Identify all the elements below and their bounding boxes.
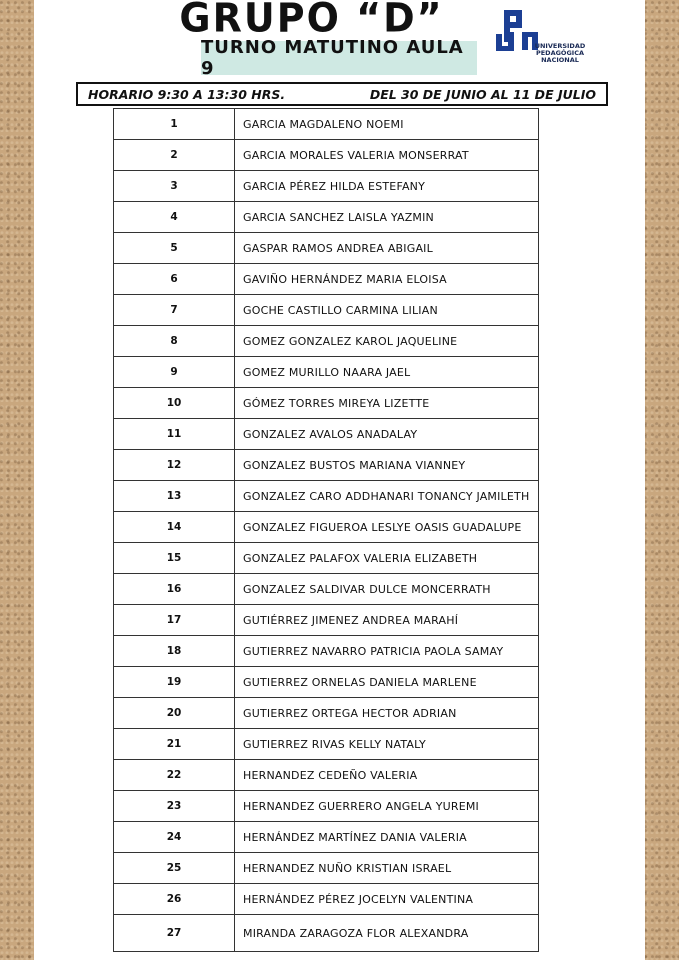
student-name: GONZALEZ SALDIVAR DULCE MONCERRATH	[235, 574, 539, 605]
student-name: GONZALEZ PALAFOX VALERIA ELIZABETH	[235, 543, 539, 574]
table-row	[114, 543, 539, 574]
logo-wordmark	[510, 43, 610, 64]
row-number: 15	[114, 543, 235, 574]
subtitle-banner	[201, 37, 477, 79]
row-number: 14	[114, 512, 235, 543]
row-number: 25	[114, 853, 235, 884]
row-number: 12	[114, 450, 235, 481]
row-number: 8	[114, 326, 235, 357]
row-number: 18	[114, 636, 235, 667]
row-number: 3	[114, 171, 235, 202]
row-number: 5	[114, 233, 235, 264]
row-number: 1	[114, 109, 235, 140]
student-name: GUTIERREZ ORTEGA HECTOR ADRIAN	[235, 698, 539, 729]
student-name: HERNÁNDEZ MARTÍNEZ DANIA VALERIA	[235, 822, 539, 853]
student-name: GARCIA PÉREZ HILDA ESTEFANY	[235, 171, 539, 202]
student-name: HERNANDEZ GUERRERO ANGELA YUREMI	[235, 791, 539, 822]
student-name: GUTIÉRREZ JIMENEZ ANDREA MARAHÍ	[235, 605, 539, 636]
row-number: 20	[114, 698, 235, 729]
table-row	[114, 667, 539, 698]
table-row	[114, 636, 539, 667]
student-name: GUTIERREZ ORNELAS DANIELA MARLENE	[235, 667, 539, 698]
row-number: 21	[114, 729, 235, 760]
table-row	[114, 264, 539, 295]
schedule-hours: HORARIO 9:30 A 13:30 HRS.	[88, 86, 286, 102]
table-row	[114, 512, 539, 543]
row-number: 7	[114, 295, 235, 326]
table-row	[114, 698, 539, 729]
row-number: 6	[114, 264, 235, 295]
row-number: 26	[114, 884, 235, 915]
table-row	[114, 419, 539, 450]
table-row	[114, 915, 539, 952]
table-row	[114, 729, 539, 760]
student-name: GARCIA MAGDALENO NOEMI	[235, 109, 539, 140]
row-number: 4	[114, 202, 235, 233]
table-row	[114, 450, 539, 481]
page-title: GRUPO “D”	[179, 0, 444, 42]
student-name: MIRANDA ZARAGOZA FLOR ALEXANDRA	[235, 915, 539, 952]
table-row	[114, 202, 539, 233]
student-name: GONZALEZ BUSTOS MARIANA VIANNEY	[235, 450, 539, 481]
student-name: GARCIA SANCHEZ LAISLA YAZMIN	[235, 202, 539, 233]
student-name: GUTIERREZ RIVAS KELLY NATALY	[235, 729, 539, 760]
table-row	[114, 388, 539, 419]
table-row	[114, 760, 539, 791]
student-name: GAVIÑO HERNÁNDEZ MARIA ELOISA	[235, 264, 539, 295]
table-row	[114, 791, 539, 822]
row-number: 19	[114, 667, 235, 698]
table-row	[114, 853, 539, 884]
table-row	[114, 171, 539, 202]
table-row	[114, 481, 539, 512]
row-number: 24	[114, 822, 235, 853]
table-row	[114, 295, 539, 326]
schedule-bar	[76, 82, 608, 106]
student-name: GÓMEZ TORRES MIREYA LIZETTE	[235, 388, 539, 419]
student-name: GASPAR RAMOS ANDREA ABIGAIL	[235, 233, 539, 264]
table-row	[114, 574, 539, 605]
student-name: HERNANDEZ CEDEÑO VALERIA	[235, 760, 539, 791]
student-name: GOMEZ MURILLO NAARA JAEL	[235, 357, 539, 388]
student-roster-table	[113, 108, 539, 952]
logo-line-3: NACIONAL	[541, 56, 579, 64]
table-row	[114, 326, 539, 357]
table-row	[114, 233, 539, 264]
student-name: GOMEZ GONZALEZ KAROL JAQUELINE	[235, 326, 539, 357]
logo-line-2: PEDAGÓGICA	[535, 49, 585, 57]
student-name: GONZALEZ AVALOS ANADALAY	[235, 419, 539, 450]
student-name: GOCHE CASTILLO CARMINA LILIAN	[235, 295, 539, 326]
student-name: GONZALEZ FIGUEROA LESLYE OASIS GUADALUPE	[235, 512, 539, 543]
row-number: 16	[114, 574, 235, 605]
row-number: 13	[114, 481, 235, 512]
row-number: 22	[114, 760, 235, 791]
logo-line-1: UNIVERSIDAD	[534, 42, 586, 50]
row-number: 17	[114, 605, 235, 636]
table-row	[114, 357, 539, 388]
student-name: GONZALEZ CARO ADDHANARI TONANCY JAMILETH	[235, 481, 539, 512]
row-number: 23	[114, 791, 235, 822]
student-name: GARCIA MORALES VALERIA MONSERRAT	[235, 140, 539, 171]
table-row	[114, 140, 539, 171]
row-number: 10	[114, 388, 235, 419]
row-number: 11	[114, 419, 235, 450]
subtitle-text: TURNO MATUTINO AULA 9	[201, 37, 464, 79]
student-name: HERNANDEZ NUÑO KRISTIAN ISRAEL	[235, 853, 539, 884]
row-number: 27	[114, 915, 235, 952]
schedule-dates: DEL 30 DE JUNIO AL 11 DE JULIO	[369, 86, 596, 102]
table-row	[114, 605, 539, 636]
table-row	[114, 109, 539, 140]
table-row	[114, 884, 539, 915]
table-row	[114, 822, 539, 853]
row-number: 9	[114, 357, 235, 388]
row-number: 2	[114, 140, 235, 171]
document-page	[34, 0, 645, 960]
student-name: GUTIERREZ NAVARRO PATRICIA PAOLA SAMAY	[235, 636, 539, 667]
student-name: HERNÁNDEZ PÉREZ JOCELYN VALENTINA	[235, 884, 539, 915]
